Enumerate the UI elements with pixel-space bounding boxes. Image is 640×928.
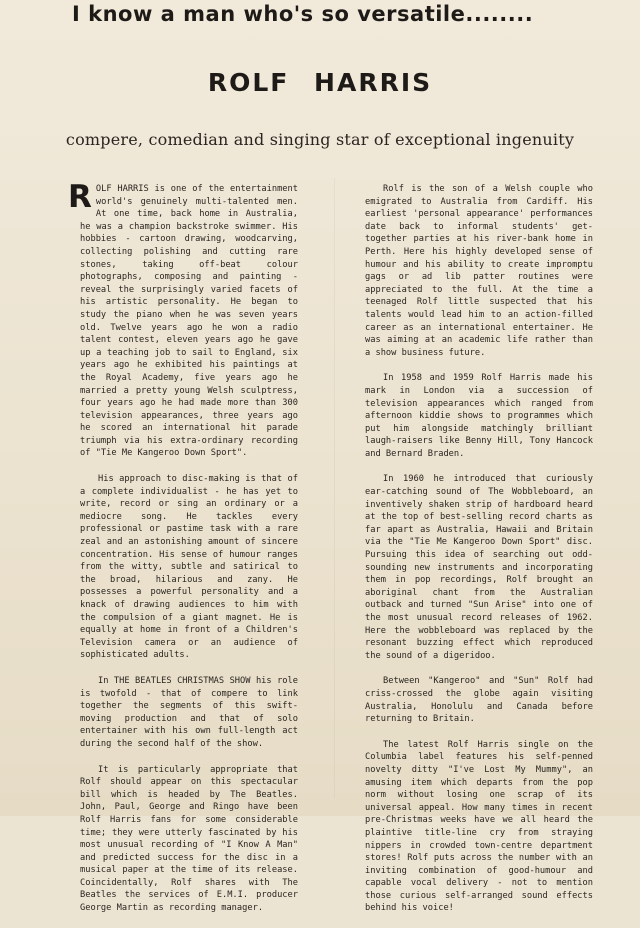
right-column [365, 183, 593, 928]
paragraph: Between "Kangeroo" and "Sun" Rolf had criss-crossed the globe again visiting Australia, Honolulu and Canada before returning to Britain. [365, 676, 593, 725]
paragraph: His approach to disc-making is that of a complete individualist - he has yet to write, record or sing an ordinary or a mediocre song. He tackles every professional or pastime task with a rare zeal and an astonishing amount of sincere concentration. His sense of humour ranges from the witty, subtle and satirical to the broad, hilarious and zany. He possesses a powerful personality and a knack of drawing audiences to him with the compulsion of a giant magnet. He is equally at home in front of a Children's Television camera or an audience of sophisticated adults. [80, 474, 298, 661]
headline: I know a man who's so versatile........ [72, 2, 534, 26]
paragraph: It is particularly appropriate that Rolf should appear on this spectacular bill which is headed by The Beatles. John, Paul, George and Ringo have been Rolf Harris fans for some considerable time; they were utterly fascinated by his most unusual recording of "I Know A Man" and predicted success for the disc in a musical paper at the time of its release. Coincidentally, Rolf shares with The Beatles the services of E.M.I. producer George Martin as recording manager. [80, 764, 298, 914]
drop-cap: R [68, 179, 92, 215]
paragraph: In THE BEATLES CHRISTMAS SHOW his role is twofold - that of compere to link together the segments of this swift-moving production and that of solo entertainer with his own full-length act during the second half of the show. [80, 675, 298, 749]
tagline: compere, comedian and singing star of exceptional ingenuity [65, 130, 575, 149]
article-title: ROLF HARRIS [207, 68, 433, 97]
column-gutter [334, 178, 335, 798]
paragraph: In 1958 and 1959 Rolf Harris made his mark in London via a succession of television appearances which ranged from afternoon kiddie shows to programmes which put him alongside matchingly brilliant laugh-raisers like Benny Hill, Tony Hancock and Bernard Braden. [365, 373, 593, 459]
paragraph: In 1960 he introduced that curiously ear-catching sound of The Wobbleboard, an inventively shaken strip of hardboard heard at the top of best-selling record charts as far apart as Australia, Hawaii and Britain via the "Tie Me Kangeroo Down Sport" disc. Pursuing this idea of searching out odd-sounding new instruments and incorporating them in pop recordings, Rolf brought an aboriginal chant from the Australian outback and turned "Sun Arise" into one of the most unusual record releases of 1962. Here the wobbleboard was replaced by the resonant buzzing effect which reproduced the sound of a digeridoo. [365, 474, 593, 661]
paragraph-text: OLF HARRIS is one of the entertainment world's genuinely multi-talented men. At one time, back home in Australia, he was a champion backstroke swimmer. His hobbies - cartoon drawing, woodcarving, collecting polishing and cutting rare stones, taking off-beat colour photographs, composing and painting - reveal the surprisingly varied facets of his artistic personality. He began to study the piano when he was seven years old. Twelve years ago he won a radio talent contest, eleven years ago he gave up a teaching job to sail to England, six years ago he exhibited his paintings at the Royal Academy, five years ago he married a pretty young Welsh sculptress, four years ago he had made more than 300 television appearances, three years ago he scored an international hit parade triumph via his extra-ordinary recording of "Tie Me Kangeroo Down Sport". [80, 184, 298, 459]
paragraph [68, 179, 298, 460]
paragraph: The latest Rolf Harris single on the Columbia label features his self-penned novelty ditty "I've Lost My Mummy", an amusing item which departs from the pop norm without losing one scrap of its universal appeal. How many times in recent pre-Christmas weeks have we all heard the plaintive title-line cry from straying nippers in crowded town-centre department stores! Rolf puts across the number with an inviting combination of good-humour and capable vocal delivery - not to mention those curious self-arranged sound effects behind his voice! [365, 739, 593, 914]
paragraph: Rolf is the son of a Welsh couple who emigrated to Australia from Cardiff. His earliest 'personal appearance' performances date back to informal students' get-together parties at his river-bank home in Perth. Here his highly developed sense of humour and his ability to create impromptu gags or ad lib patter routines were appreciated to the full. At the time a teenaged Rolf little suspected that his talents would lead him to an action-filled career as an international entertainer. He was aiming at an academic life rather than a show business future. [365, 184, 593, 358]
